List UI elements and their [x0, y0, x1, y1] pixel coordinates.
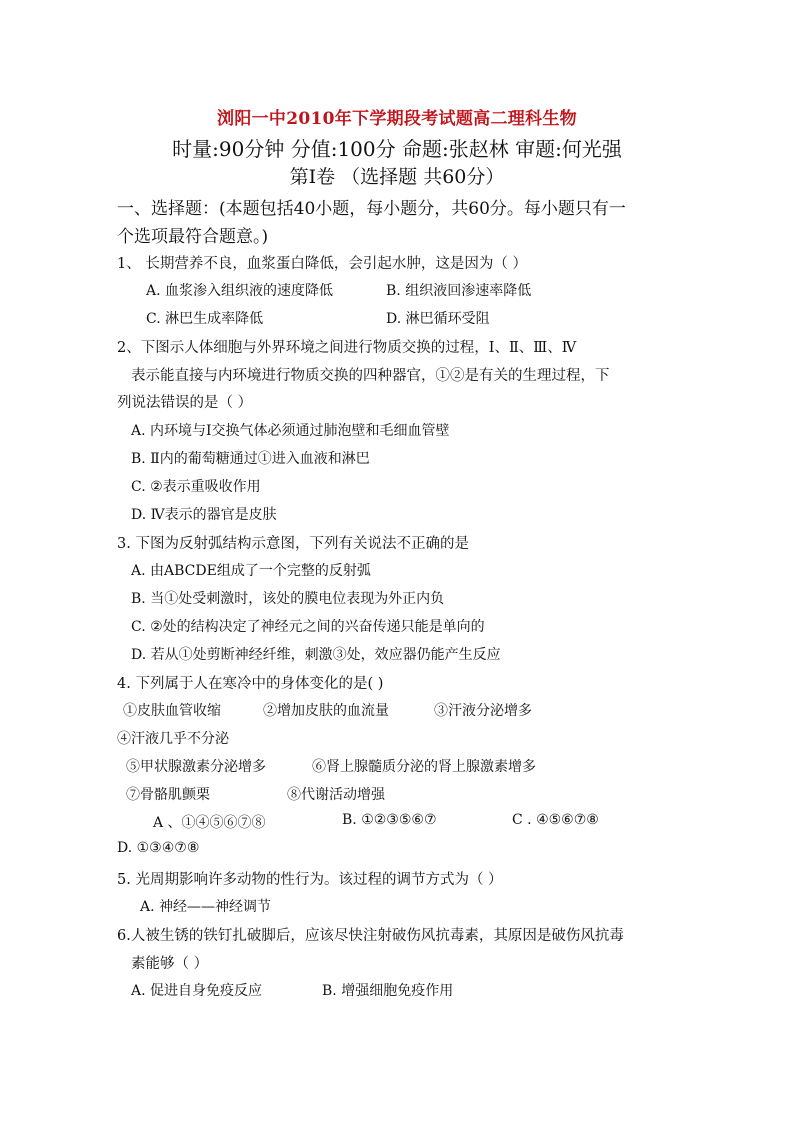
- question-4-item-2: ②增加皮肤的血流量: [263, 703, 389, 719]
- exam-meta: 时量:90分钟 分值:100分 命题:张赵林 审题:何光强: [172, 137, 622, 161]
- question-1-option-c: C. 淋巴生成率降低: [146, 311, 264, 327]
- question-3-option-a: A. 由ABCDE组成了一个完整的反射弧: [131, 563, 371, 579]
- question-4-item-7: ⑦骨骼肌颤栗: [126, 787, 210, 803]
- question-2-stem-line3: 列说法错误的是（ ）: [117, 395, 253, 411]
- exam-title: 浏阳一中2010年下学期段考试题高二理科生物: [217, 109, 577, 129]
- question-3-stem: 3. 下图为反射弧结构示意图，下列有关说法不正确的是: [117, 536, 469, 552]
- question-2-option-d: D. Ⅳ表示的器官是皮肤: [131, 507, 277, 523]
- question-4-item-1: ①皮肤血管收缩: [123, 703, 221, 719]
- question-1-option-d: D. 淋巴循环受阻: [386, 311, 490, 327]
- question-2-stem-line1: 2、下图示人体细胞与外界环境之间进行物质交换的过程，Ⅰ、Ⅱ、Ⅲ、Ⅳ: [117, 340, 577, 356]
- question-1-stem: 1、 长期营养不良，血浆蛋白降低，会引起水肿，这是因为（ ）: [117, 256, 527, 272]
- question-6-option-b: B. 增强细胞免疫作用: [322, 983, 454, 999]
- question-2-option-b: B. Ⅱ内的葡萄糖通过①进入血液和淋巴: [131, 451, 370, 467]
- section-instruction-line1: 一、选择题：(本题包括40小题，每小题分，共60分。每小题只有一: [117, 199, 626, 219]
- question-3-option-c: C. ②处的结构决定了神经元之间的兴奋传递只能是单向的: [131, 619, 485, 635]
- question-1-option-a: A. 血浆渗入组织液的速度降低: [146, 283, 334, 299]
- question-1-option-b: B. 组织液回渗速率降低: [386, 283, 532, 299]
- question-4-option-b: B. ①②③⑤⑥⑦: [342, 812, 437, 828]
- question-2-stem-line2: 表示能直接与内环境进行物质交换的四种器官，①②是有关的生理过程，下: [131, 368, 610, 384]
- question-4-item-8: ⑧代谢活动增强: [287, 787, 385, 803]
- question-3-option-d: D. 若从①处剪断神经纤维，刺激③处，效应器仍能产生反应: [131, 647, 501, 663]
- question-4-option-a: A 、①④⑤⑥⑦⑧: [153, 815, 266, 831]
- volume-heading: 第Ⅰ卷 （选择题 共60分）: [289, 166, 505, 188]
- question-6-stem-line1: 6.人被生锈的铁钉扎破脚后，应该尽快注射破伤风抗毒素，其原因是破伤风抗毒: [117, 928, 624, 944]
- question-6-stem-line2: 素能够（ ）: [131, 956, 209, 972]
- section-instruction-line2: 个选项最符合题意。): [117, 227, 269, 247]
- question-4-item-5: ⑤甲状腺激素分泌增多: [126, 759, 266, 775]
- question-4-item-3: ③汗液分泌增多: [434, 703, 532, 719]
- question-2-option-a: A. 内环境与Ⅰ交换气体必须通过肺泡壁和毛细血管壁: [131, 423, 450, 439]
- question-5-option-a: A. 神经——神经调节: [140, 899, 272, 915]
- question-6-option-a: A. 促进自身免疫反应: [131, 983, 263, 999]
- question-4-stem: 4. 下列属于人在寒冷中的身体变化的是( ): [117, 676, 384, 692]
- question-2-option-c: C. ②表示重吸收作用: [131, 479, 261, 495]
- question-4-option-c: C . ④⑤⑥⑦⑧: [512, 812, 599, 828]
- question-4-option-d: D. ①③④⑦⑧: [117, 840, 200, 856]
- question-3-option-b: B. 当①处受刺激时，该处的膜电位表现为外正内负: [131, 591, 445, 607]
- question-4-item-4: ④汗液几乎不分泌: [117, 731, 229, 747]
- question-5-stem: 5. 光周期影响许多动物的性行为。该过程的调节方式为（ ）: [117, 872, 503, 888]
- question-4-item-6: ⑥肾上腺髓质分泌的肾上腺激素增多: [312, 759, 536, 775]
